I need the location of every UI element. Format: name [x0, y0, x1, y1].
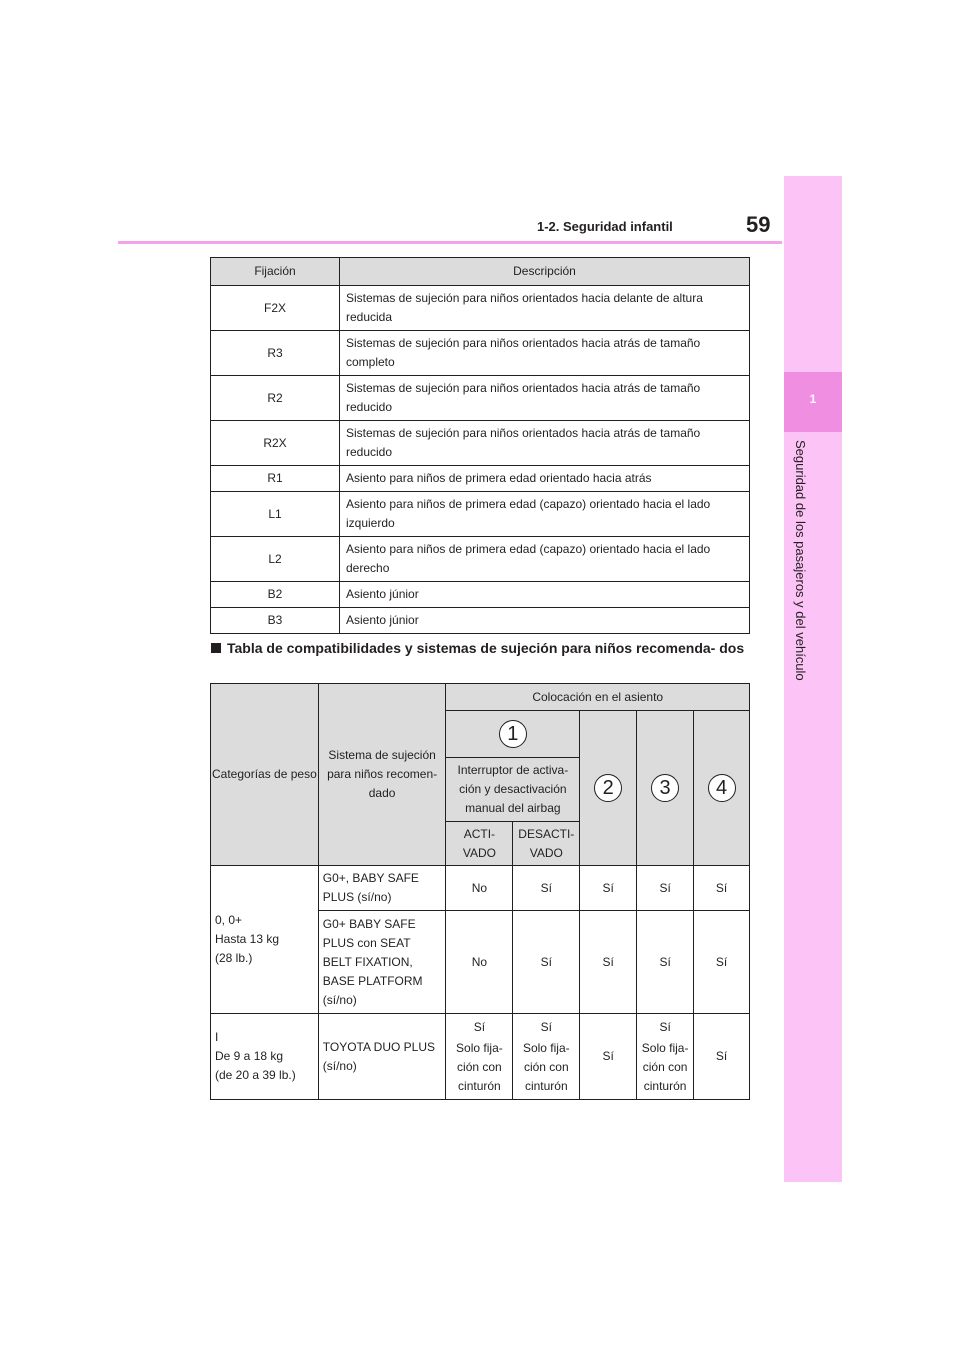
- compat-cell: Sí: [580, 911, 637, 1014]
- fixation-description: Asiento para niños de primera edad orientado hacia atrás: [340, 466, 750, 492]
- compat-cell-yes: Sí: [473, 1019, 486, 1034]
- bullet-square-icon: [211, 643, 221, 653]
- fixation-code: F2X: [211, 286, 340, 331]
- airbag-switch-header: Interruptor de activa- ción y desactivación manual del airbag: [446, 758, 580, 822]
- chapter-number: 1: [809, 392, 817, 406]
- system-name: TOYOTA DUO PLUS (sí/no): [318, 1014, 446, 1100]
- compat-cell: Sí: [513, 911, 580, 1014]
- fixation-code: B3: [211, 608, 340, 634]
- weight-group-1: I De 9 a 18 kg (de 20 a 39 lb.): [211, 1014, 319, 1100]
- weight-category-header: Categorías de peso: [211, 684, 319, 866]
- fixation-code: R2X: [211, 421, 340, 466]
- table-row: [211, 286, 750, 331]
- fixation-description: Asiento júnior: [340, 582, 750, 608]
- fixation-code: L2: [211, 537, 340, 582]
- compat-cell: No: [446, 911, 513, 1014]
- compat-cell: [637, 1014, 694, 1100]
- table-row: [211, 421, 750, 466]
- description-header: Descripción: [340, 258, 750, 286]
- page-number: 59: [746, 212, 771, 237]
- system-name: G0+ BABY SAFE PLUS con SEAT BELT FIXATION, BASE PLATFORM (sí/no): [318, 911, 446, 1014]
- compat-cell: Sí: [580, 866, 637, 911]
- seat-icon-cell: [446, 711, 580, 758]
- compat-cell-note: Solo fija- ción con cinturón: [641, 1040, 689, 1093]
- seat-icon-cell: [637, 711, 694, 866]
- seat-3-icon: 3: [651, 774, 679, 802]
- compat-cell: No: [446, 866, 513, 911]
- compat-cell-note: Solo fija- ción con cinturón: [456, 1040, 503, 1093]
- deactivated-header: DESACTI- VADO: [513, 822, 580, 866]
- compat-cell-yes: Sí: [540, 1019, 552, 1034]
- seat-2-icon: 2: [594, 774, 622, 802]
- fixation-code: R3: [211, 331, 340, 376]
- fixation-description: Sistemas de sujeción para niños orientados hacia atrás de tamaño completo: [340, 331, 750, 376]
- fixation-code: B2: [211, 582, 340, 608]
- compat-heading: [211, 638, 751, 658]
- compat-cell: [446, 1014, 513, 1100]
- seat-4-icon: 4: [708, 774, 736, 802]
- table-row: [211, 376, 750, 421]
- table-row: [211, 866, 750, 911]
- fixation-code: L1: [211, 492, 340, 537]
- seat-1-icon: 1: [499, 720, 527, 748]
- compat-cell: Sí: [580, 1014, 637, 1100]
- header-rule: [118, 241, 782, 244]
- compat-cell: Sí: [694, 866, 750, 911]
- fixation-description: Sistemas de sujeción para niños orientados hacia atrás de tamaño reducido: [340, 376, 750, 421]
- compat-cell: [513, 1014, 580, 1100]
- table-row: [211, 466, 750, 492]
- table-row: [211, 1014, 750, 1100]
- fixation-description: Asiento para niños de primera edad (capazo) orientado hacia el lado izquierdo: [340, 492, 750, 537]
- restraint-system-header: Sistema de sujeción para niños recomen- dado: [318, 684, 446, 866]
- activated-header: ACTI- VADO: [446, 822, 513, 866]
- compat-cell-yes: Sí: [659, 1019, 671, 1034]
- compat-heading-text: Tabla de compatibilidades y sistemas de sujeción para niños recomenda- dos: [227, 640, 745, 656]
- compat-cell-note: Solo fija- ción con cinturón: [522, 1040, 570, 1093]
- side-tab-title: Seguridad de los pasajeros y del vehículo: [793, 440, 808, 681]
- compat-cell: Sí: [513, 866, 580, 911]
- fixation-code: R2: [211, 376, 340, 421]
- weight-group-0: 0, 0+ Hasta 13 kg (28 lb.): [211, 866, 319, 1014]
- fixation-description: Asiento para niños de primera edad (capazo) orientado hacia el lado derecho: [340, 537, 750, 582]
- seat-position-header: Colocación en el asiento: [446, 684, 750, 711]
- fixation-description: Sistemas de sujeción para niños orientados hacia atrás de tamaño reducido: [340, 421, 750, 466]
- compat-cell: Sí: [637, 866, 694, 911]
- compat-cell: Sí: [637, 911, 694, 1014]
- compat-cell: Sí: [694, 911, 750, 1014]
- seat-icon-cell: [580, 711, 637, 866]
- seat-icon-cell: [694, 711, 750, 866]
- fixation-description: Asiento júnior: [340, 608, 750, 634]
- table-row: [211, 582, 750, 608]
- table-row: [211, 492, 750, 537]
- fixation-description: Sistemas de sujeción para niños orientados hacia delante de altura reducida: [340, 286, 750, 331]
- section-title: 1-2. Seguridad infantil: [537, 219, 673, 234]
- compat-cell: Sí: [694, 1014, 750, 1100]
- table-row: [211, 608, 750, 634]
- table-row: [211, 537, 750, 582]
- fixation-table: [210, 257, 750, 634]
- fixation-header: Fijación: [211, 258, 340, 286]
- fixation-code: R1: [211, 466, 340, 492]
- system-name: G0+, BABY SAFE PLUS (sí/no): [318, 866, 446, 911]
- table-row: [211, 331, 750, 376]
- compatibility-table: [210, 683, 750, 1100]
